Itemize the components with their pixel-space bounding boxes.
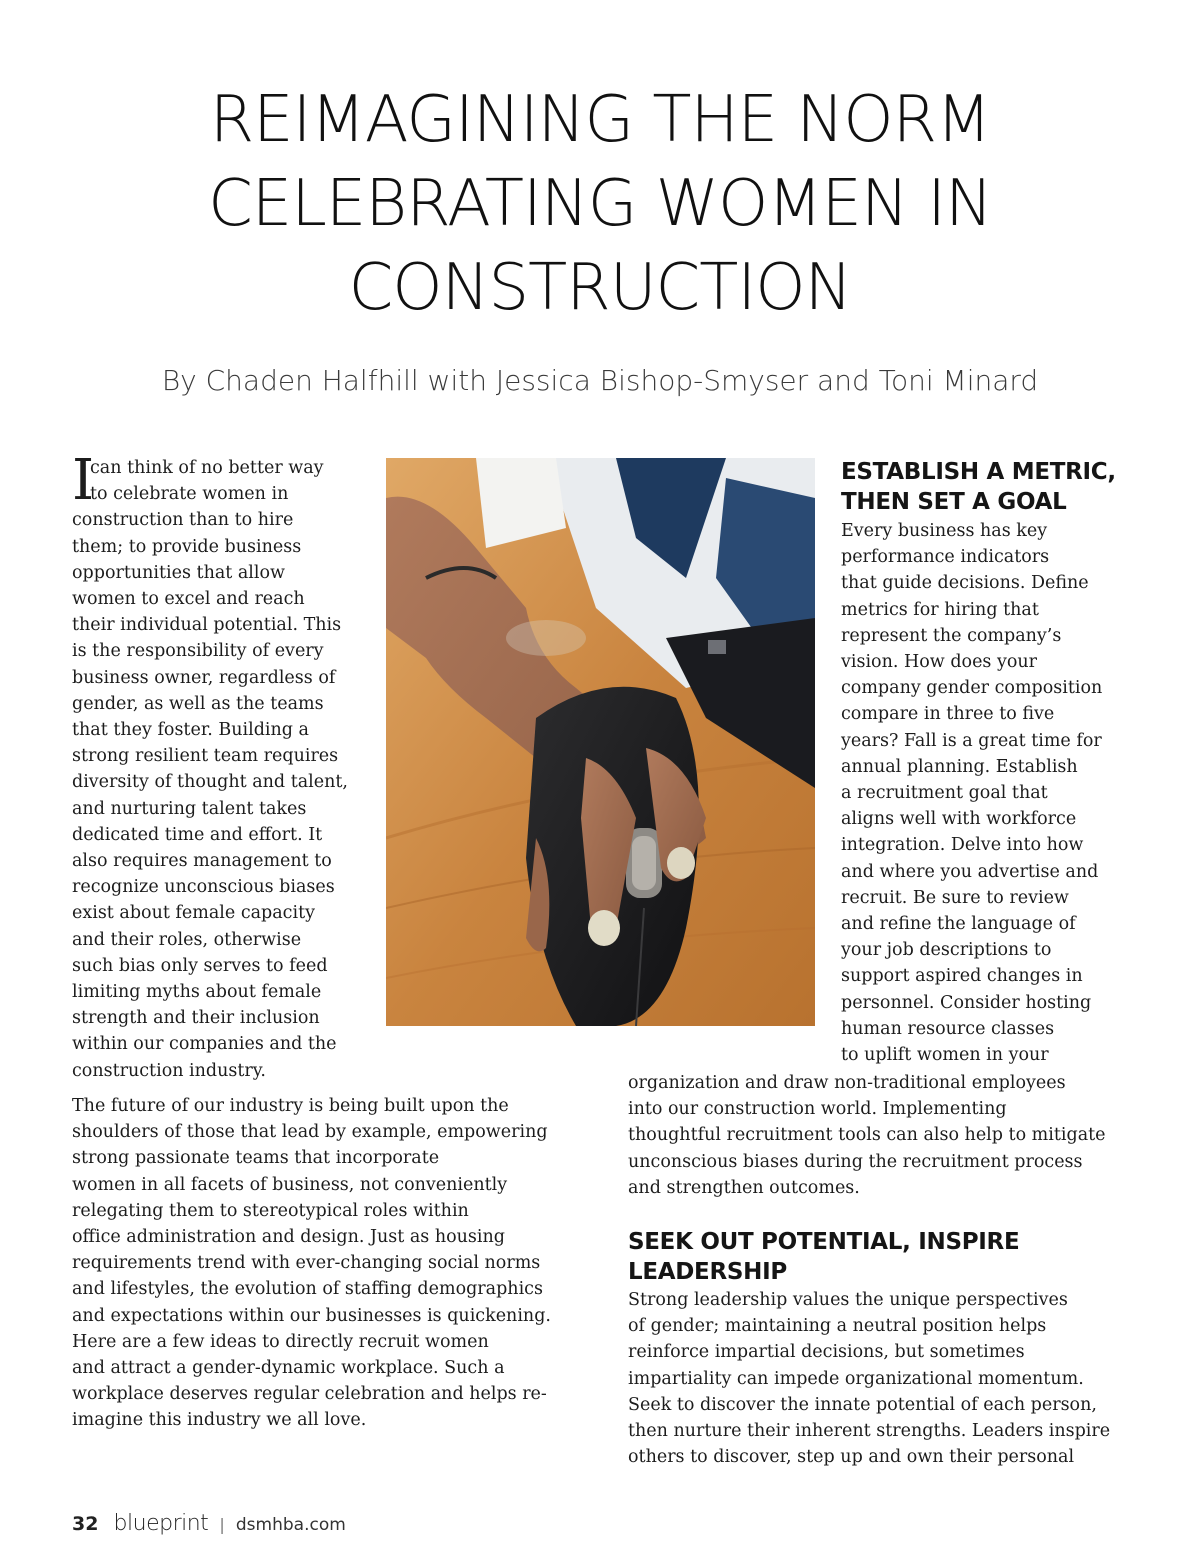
heading-line: LEADERSHIP [628, 1259, 787, 1285]
text-line: Seek to discover the innate potential of each person, [628, 1394, 1097, 1415]
paragraph-future-of-industry [72, 1093, 592, 1434]
page-footer [72, 1511, 346, 1536]
text-line: organization and draw non-traditional employees [628, 1073, 1066, 1093]
text-line: strong passionate teams that incorporate [72, 1148, 440, 1169]
intro-paragraph [72, 448, 372, 1084]
article-title [60, 78, 1140, 330]
text-line: construction than to hire [72, 510, 294, 531]
text-line: dedicated time and effort. It [72, 824, 323, 845]
heading-line: THEN SET A GOAL [841, 489, 1067, 515]
section-seek-potential-text [628, 1287, 1110, 1470]
title-line-3: CONSTRUCTION [348, 251, 852, 325]
text-line: within our companies and the [72, 1034, 337, 1055]
text-line: Strong leadership values the unique perspectives [628, 1290, 1068, 1310]
text-line: their individual potential. This [72, 615, 342, 636]
text-line: years? Fall is a great time for [841, 730, 1102, 751]
text-line: recruit. Be sure to review [841, 887, 1069, 908]
text-line: thoughtful recruitment tools can also help to mitigate [628, 1125, 1106, 1146]
heading-line: ESTABLISH A METRIC, [841, 459, 1116, 485]
text-line: and lifestyles, the evolution of staffing demographics [72, 1279, 543, 1300]
section-heading-seek-potential [628, 1227, 1019, 1287]
text-line: that they foster. Building a [72, 720, 309, 741]
section-establish-metric-continued [628, 1070, 1106, 1201]
title-line-2: CELEBRATING WOMEN IN [208, 167, 992, 241]
text-line: and attract a gender-dynamic workplace. Such a [72, 1358, 505, 1379]
text-line: Every business has key [841, 521, 1048, 541]
text-line: and nurturing talent takes [72, 798, 307, 819]
byline: By Chaden Halfhill with Jessica Bishop-Smyser and Toni Minard [161, 364, 1039, 397]
text-line: opportunities that allow [72, 562, 286, 583]
publication-logo: blueprint [113, 1511, 209, 1536]
website-link[interactable]: dsmhba.com [235, 1515, 346, 1535]
drop-cap: I [72, 448, 95, 513]
text-line: and strengthen outcomes. [628, 1177, 860, 1198]
text-line: your job descriptions to [841, 940, 1052, 961]
text-line: of gender; maintaining a neutral position helps [628, 1316, 1047, 1337]
title-line-1: REIMAGINING THE NORM [209, 83, 991, 157]
text-line: exist about female capacity [72, 903, 316, 924]
text-line: strong resilient team requires [72, 746, 339, 767]
text-line: human resource classes [841, 1018, 1055, 1039]
text-line: shoulders of those that lead by example, empowering [72, 1122, 548, 1143]
text-line: into our construction world. Implementing [628, 1099, 1007, 1120]
text-line: to celebrate women in [90, 484, 289, 505]
article-photo [386, 458, 815, 1026]
text-line: and expectations within our businesses is quickening. [72, 1305, 551, 1326]
text-line: relegating them to stereotypical roles within [72, 1200, 469, 1221]
text-line: performance indicators [841, 547, 1050, 568]
text-line: requirements trend with ever-changing social norms [72, 1253, 541, 1274]
text-line: metrics for hiring that [841, 599, 1039, 620]
text-line: unconscious biases during the recruitment process [628, 1151, 1083, 1172]
text-line: others to discover, step up and own their personal [628, 1447, 1075, 1468]
text-line: vision. How does your [841, 652, 1038, 673]
text-line: diversity of thought and talent, [72, 772, 348, 793]
heading-line: SEEK OUT POTENTIAL, INSPIRE [628, 1229, 1020, 1255]
text-line: workplace deserves regular celebration and helps re- [72, 1384, 547, 1405]
text-line: reinforce impartial decisions, but sometimes [628, 1342, 1025, 1363]
text-line: to uplift women in your [841, 1045, 1049, 1066]
text-line: can think of no better way [90, 458, 324, 478]
text-line: strength and their inclusion [72, 1008, 320, 1029]
text-line: support aspired changes in [841, 966, 1083, 987]
text-line: compare in three to five [841, 704, 1055, 725]
text-line: them; to provide business [72, 536, 302, 557]
text-line: construction industry. [72, 1060, 266, 1081]
text-line: company gender composition [841, 678, 1103, 699]
text-line: gender, as well as the teams [72, 693, 324, 714]
text-line: represent the company’s [841, 625, 1062, 646]
text-line: office administration and design. Just as housing [72, 1227, 505, 1248]
text-line: and where you advertise and [841, 861, 1099, 882]
text-line: limiting myths about female [72, 982, 322, 1003]
text-line: recognize unconscious biases [72, 877, 335, 898]
text-line: is the responsibility of every [72, 641, 324, 662]
text-line: aligns well with workforce [841, 809, 1077, 830]
text-line: integration. Delve into how [841, 835, 1084, 856]
section-heading-establish-metric [841, 457, 1116, 517]
text-line: impartiality can impede organizational momentum. [628, 1368, 1084, 1389]
text-line: business owner, regardless of [72, 667, 336, 688]
text-line: such bias only serves to feed [72, 955, 328, 976]
page-number: 32 [72, 1513, 99, 1535]
text-line: women to excel and reach [72, 589, 305, 610]
text-line: and refine the language of [841, 914, 1076, 935]
text-line: a recruitment goal that [841, 783, 1048, 804]
text-line: imagine this industry we all love. [72, 1410, 367, 1431]
hand-on-mouse-photo [386, 458, 815, 1026]
footer-separator: | [219, 1515, 225, 1534]
text-line: and their roles, otherwise [72, 929, 302, 950]
text-line: The future of our industry is being built upon the [72, 1096, 509, 1116]
text-line: annual planning. Establish [841, 756, 1078, 777]
text-line: personnel. Consider hosting [841, 992, 1092, 1013]
section-establish-metric-text [841, 518, 1102, 1068]
text-line: that guide decisions. Define [841, 573, 1089, 594]
text-line: also requires management to [72, 851, 332, 872]
text-line: then nurture their inherent strengths. Leaders inspire [628, 1421, 1111, 1442]
text-line: Here are a few ideas to directly recruit women [72, 1331, 489, 1352]
text-line: women in all facets of business, not conveniently [72, 1174, 508, 1195]
